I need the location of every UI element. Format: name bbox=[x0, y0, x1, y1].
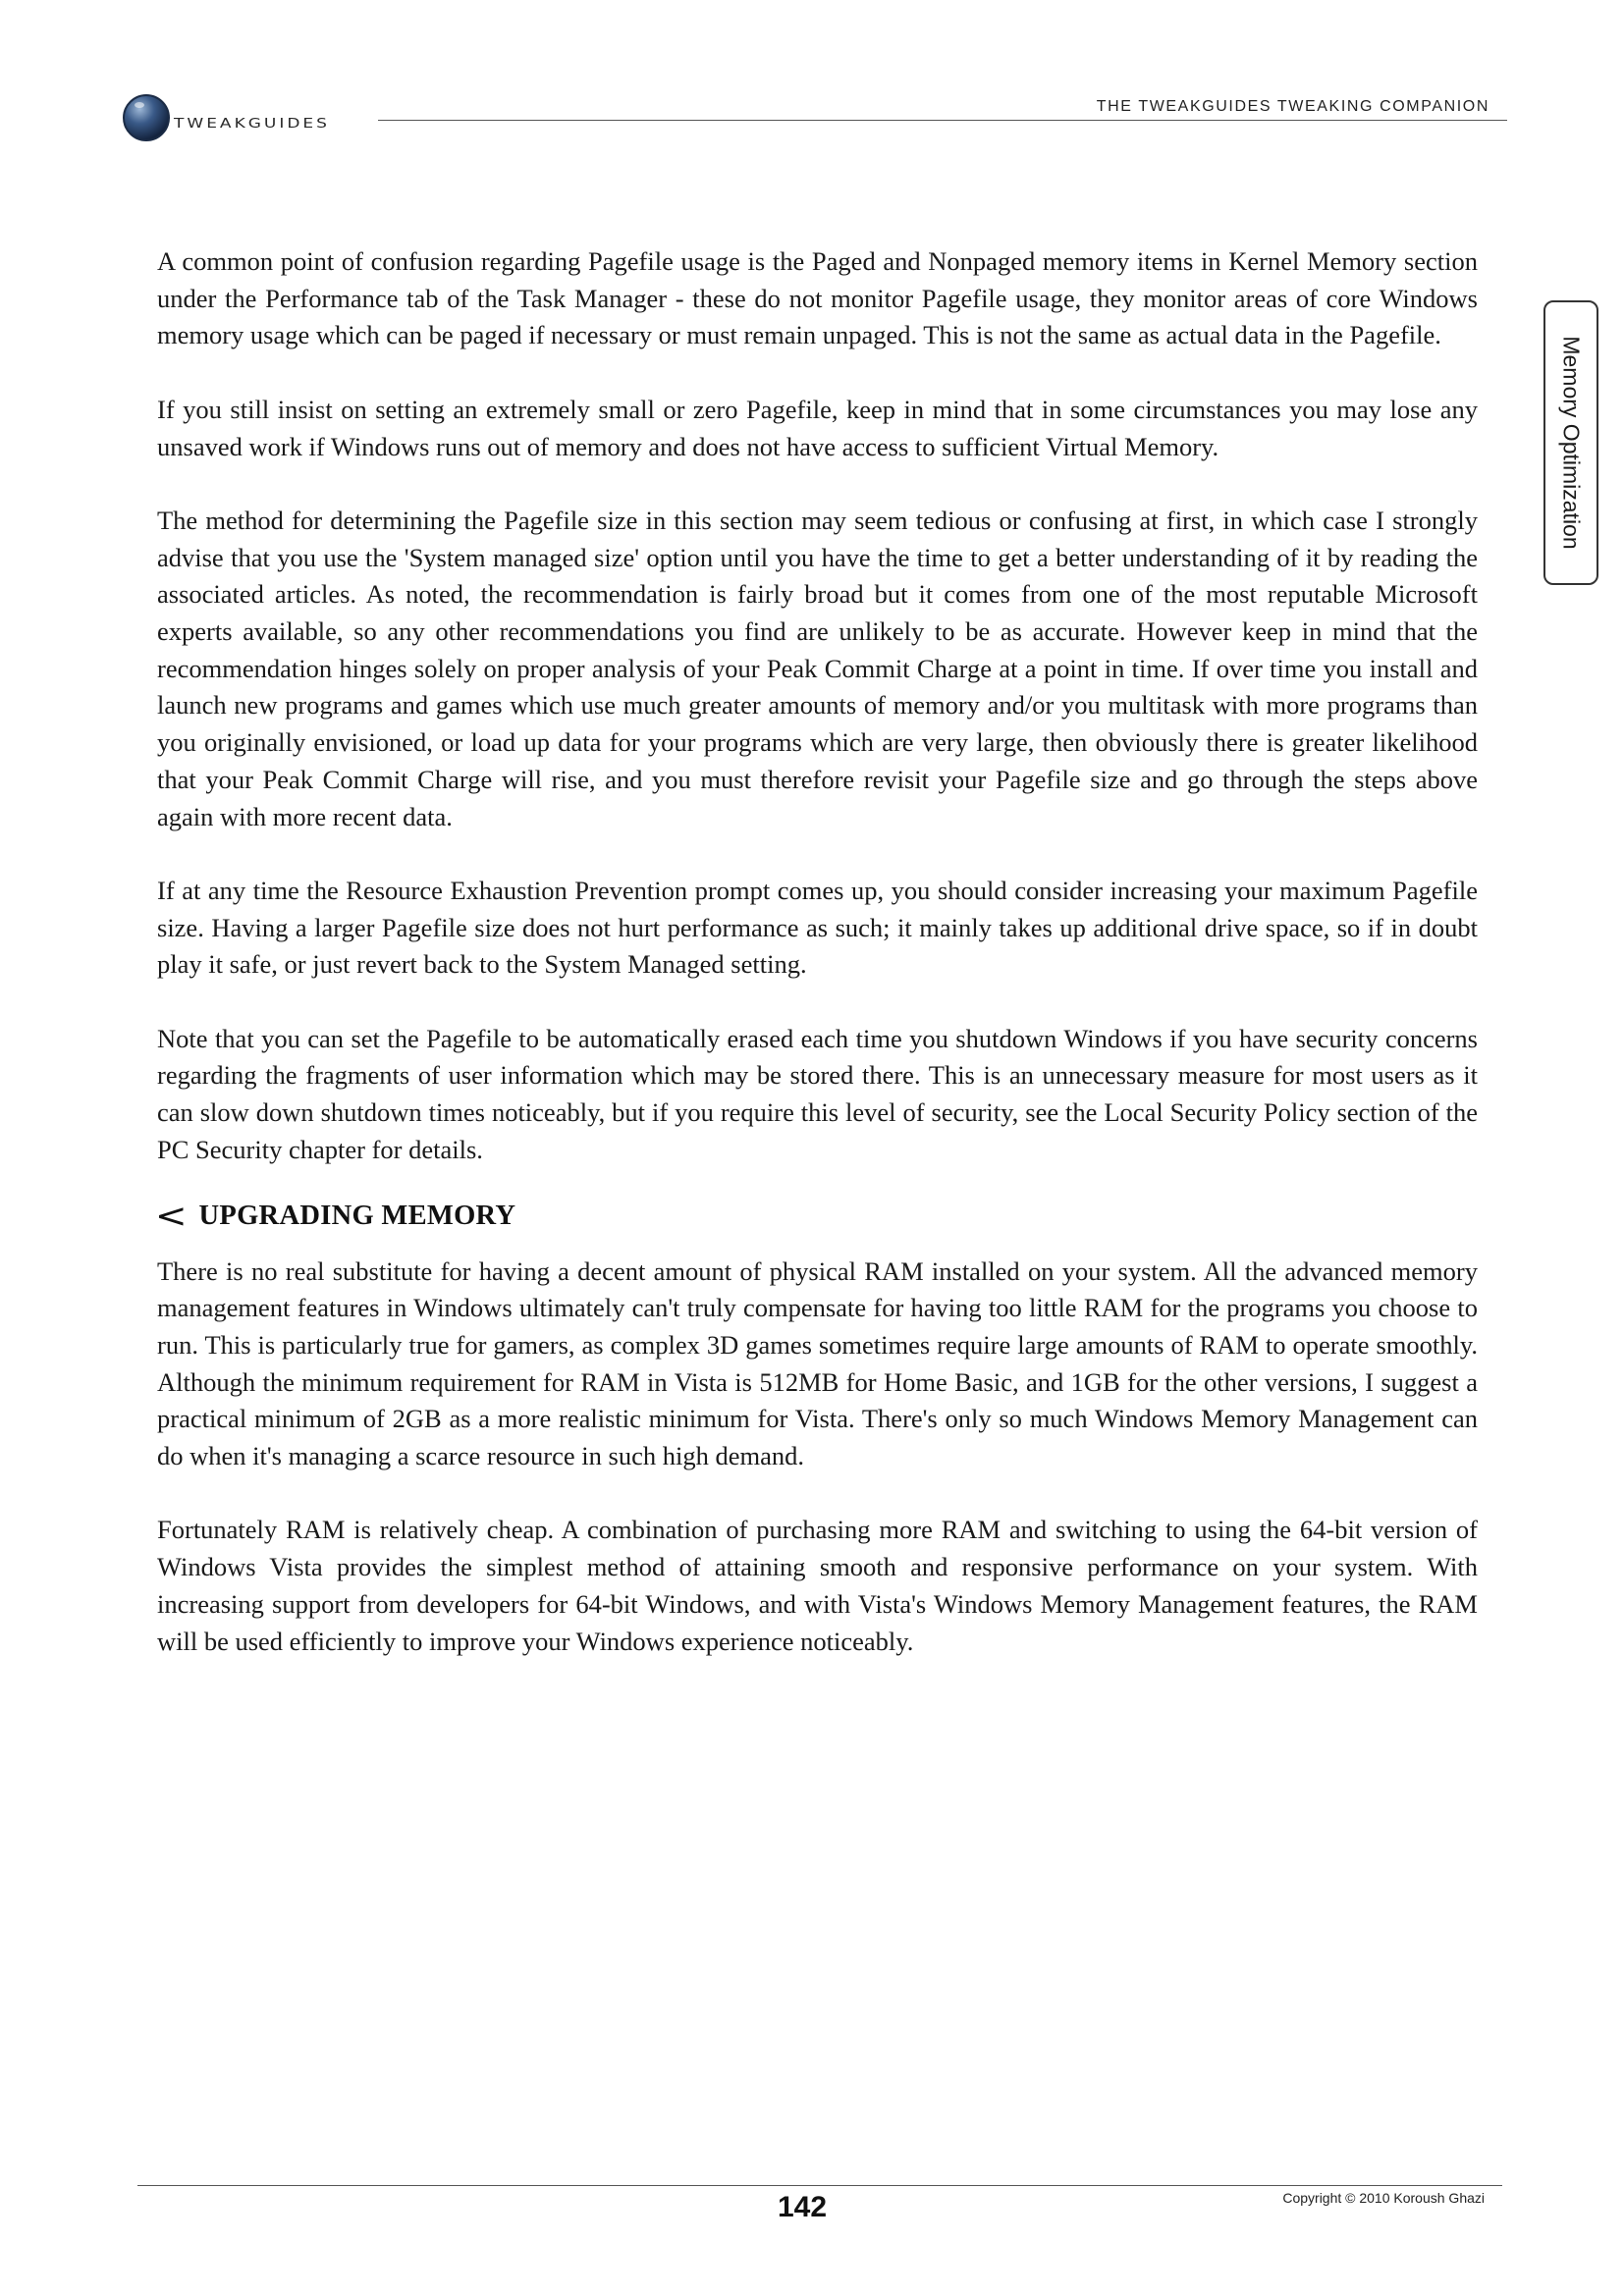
side-tab-label: Memory Optimization bbox=[1558, 336, 1585, 550]
logo-text: TWEAKGUIDES bbox=[174, 116, 330, 132]
section-title: UPGRADING MEMORY bbox=[198, 1200, 516, 1231]
chevron-left-icon: < bbox=[154, 1196, 188, 1236]
paragraph: Note that you can set the Pagefile to be automatically erased each time you shutdown Windows if you have security concerns regarding the fragments of user information which may be stored there. This is an unnecessary measure for most users as it can slow down shutdown times noticeably, but if you require this level of security, see the Local Security Policy section of the PC Security chapter for details. bbox=[157, 1023, 1478, 1164]
tweakguides-logo bbox=[123, 94, 330, 141]
paragraph: There is no real substitute for having a decent amount of physical RAM installed on your system. All the advanced memory management features in Windows ultimately can't truly compensate for having too little RAM for the programs you choose to run. This is particularly true for gamers, as complex 3D games sometimes require large amounts of RAM to operate smoothly. Although the minimum requirement for RAM in Vista is 512MB for Home Basic, and 1GB for the other versions, I suggest a practical minimum of 2GB as a more realistic minimum for Vista. There's only so much Windows Memory Management can do when it's managing a scarce resource in such high demand. bbox=[157, 1255, 1478, 1471]
section-heading bbox=[154, 1196, 1478, 1236]
paragraph: A common point of confusion regarding Pagefile usage is the Paged and Nonpaged memory items in Kernel Memory section under the Performance tab of the Task Manager - these do not monitor Pagefile usage, they monitor areas of core Windows memory usage which can be paged if necessary or must remain unpaged. This is not the same as actual data in the Pagefile. bbox=[157, 246, 1478, 350]
paragraph: Fortunately RAM is relatively cheap. A combination of purchasing more RAM and switching to using the 64-bit version of Windows Vista provides the simplest method of attaining smooth and responsive performance on your system. With increasing support from developers for 64-bit Windows, and with Vista's Windows Memory Management features, the RAM will be used efficiently to improve your Windows experience noticeably. bbox=[157, 1515, 1478, 1656]
paragraph: The method for determining the Pagefile size in this section may seem tedious or confusing at first, in which case I strongly advise that you use the 'System managed size' option until you have the time to get a better understanding of it by reading the associated articles. As noted, the recommendation is fairly broad but it comes from one of the most reputable Microsoft experts available, so any other recommendations you find are unlikely to be as accurate. However keep in mind that the recommendation hinges solely on proper analysis of your Peak Commit Charge at a point in time. If over time you install and launch new programs and games which use much greater amounts of memory and/or you multitask with more programs than you originally envisioned, or load up data for your programs which are very large, then obviously there is greater likelihood that your Peak Commit Charge will rise, and you must therefore revisit your Pagefile size and go through the steps above again with more recent data. bbox=[157, 505, 1478, 831]
side-tab-memory-optimization bbox=[1543, 300, 1598, 585]
header-title: THE TWEAKGUIDES TWEAKING COMPANION bbox=[1096, 98, 1489, 115]
paragraph: If you still insist on setting an extremely small or zero Pagefile, keep in mind that in some circumstances you may lose any unsaved work if Windows runs out of memory and does not have access to sufficient Virtual Memory. bbox=[157, 394, 1478, 461]
page-content bbox=[154, 243, 1478, 1697]
footer-rule bbox=[137, 2185, 1502, 2186]
paragraph: If at any time the Resource Exhaustion Prevention prompt comes up, you should consider increasing your maximum Pagefile size. Having a larger Pagefile size does not hurt performance as such; it mainly takes up additional drive space, so if in doubt play it safe, or just revert back to the System Managed setting. bbox=[157, 875, 1478, 980]
copyright-notice: Copyright © 2010 Koroush Ghazi bbox=[1282, 2190, 1485, 2206]
header-rule bbox=[378, 120, 1507, 121]
globe-icon bbox=[123, 94, 170, 141]
page-header bbox=[123, 90, 1507, 149]
page-number: 142 bbox=[777, 2191, 828, 2223]
